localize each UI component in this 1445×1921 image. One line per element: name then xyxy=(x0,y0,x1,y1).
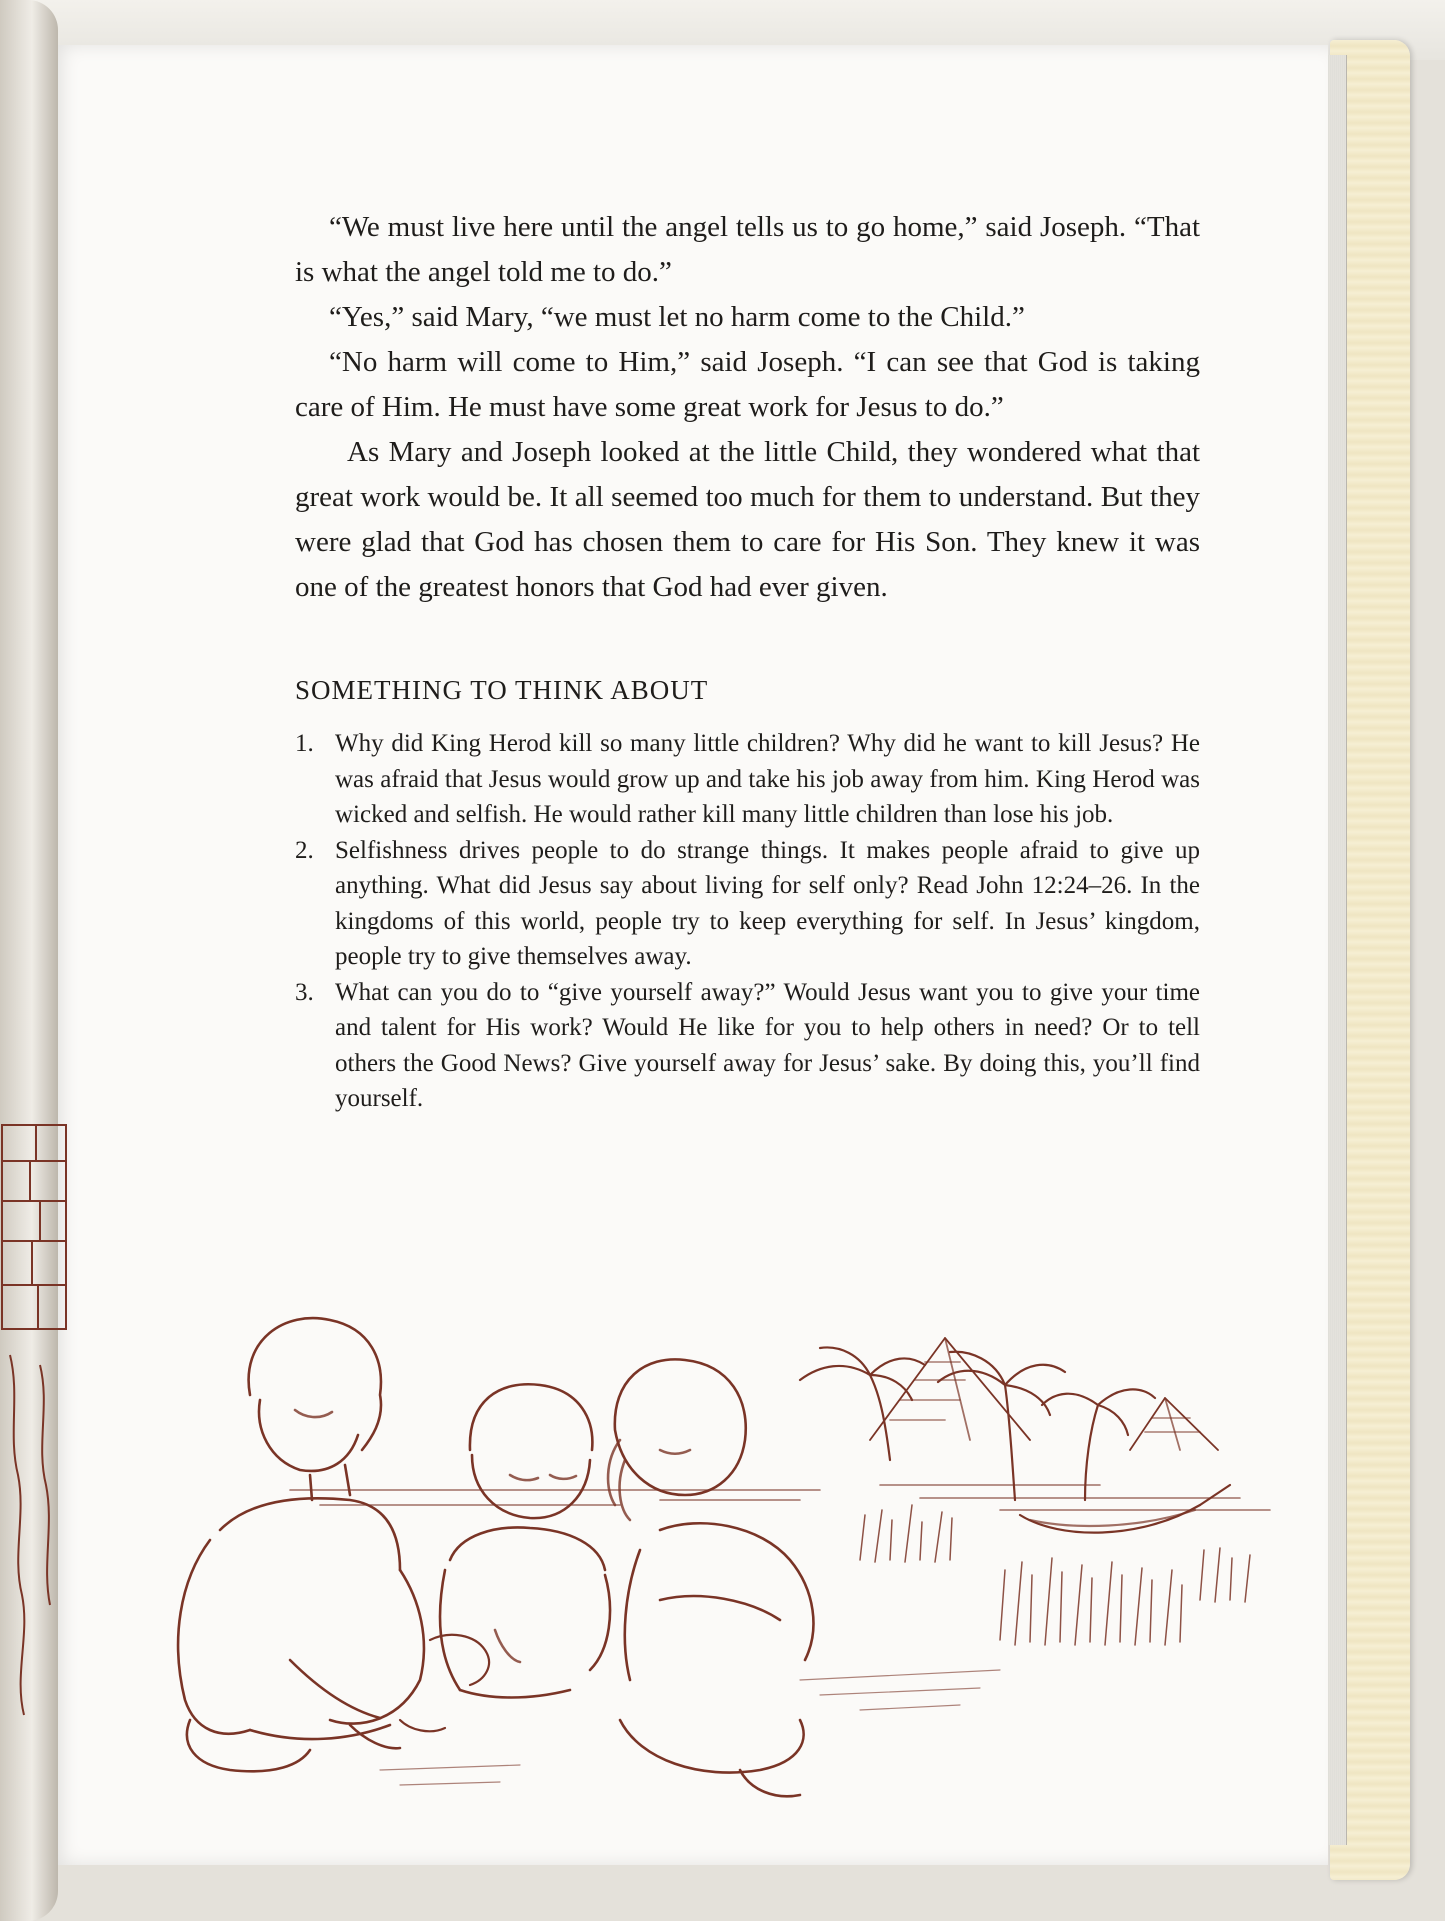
question-number: 2. xyxy=(295,836,314,864)
paragraph-1: “We must live here until the angel tells us to go home,” said Joseph. “That is what the angel told me to do.” xyxy=(295,211,1200,288)
question-item xyxy=(295,975,1200,1117)
paragraph-3: “No harm will come to Him,” said Joseph. “I can see that God is taking care of Him. He must have some great work for Jesus to do.” xyxy=(295,346,1200,423)
palm-trees-drawing xyxy=(800,1347,1155,1500)
child-left-drawing xyxy=(178,1318,424,1771)
question-number: 1. xyxy=(295,730,314,757)
child-middle-drawing xyxy=(440,1384,610,1697)
question-number: 3. xyxy=(295,978,314,1006)
question-text: What can you do to “give yourself away?” Would Jesus want you to give your time and talent for His work? Would He like for you to help others in need? Or to tell others the Good News? Give yourself away for Jesus’ sake. By doing this, you’ll find yourself. xyxy=(335,978,1200,1112)
children-illustration xyxy=(100,1300,1350,1820)
section-heading: SOMETHING TO THINK ABOUT xyxy=(295,675,709,705)
paragraph-4: As Mary and Joseph looked at the little Child, they wondered what that great work would be. It all seemed too much for them to understand. But they were glad that God has chosen them to care for His Son. They knew it was one of the greatest honors that God had ever given. xyxy=(295,436,1200,603)
question-item xyxy=(295,726,1200,833)
river-lines xyxy=(290,1485,1270,1510)
question-text: Why did King Herod kill so many little children? Why did he want to kill Jesus? He was afraid that Jesus would grow up and take his job away from him. King Herod was wicked and selfish. He would rather kill many little children than lose his job. xyxy=(335,730,1200,828)
reeds-drawing xyxy=(860,1505,1250,1645)
book-page xyxy=(50,45,1328,1865)
paragraph-2: “Yes,” said Mary, “we must let no harm come to the Child.” xyxy=(329,301,1025,333)
question-item xyxy=(295,833,1200,975)
text-column xyxy=(295,205,1200,1117)
question-text: Selfishness drives people to do strange things. It makes people afraid to give up anything. What did Jesus say about living for self only? Read John 12:24–26. In the kingdoms of this world, people try to keep everything for self. In Jesus’ kingdom, people try to give themselves away. xyxy=(335,836,1200,970)
stone-wall-drawing xyxy=(0,1115,70,1805)
boat-drawing xyxy=(1020,1485,1230,1533)
pyramids-drawing xyxy=(870,1338,1218,1450)
child-right-drawing xyxy=(608,1359,813,1796)
